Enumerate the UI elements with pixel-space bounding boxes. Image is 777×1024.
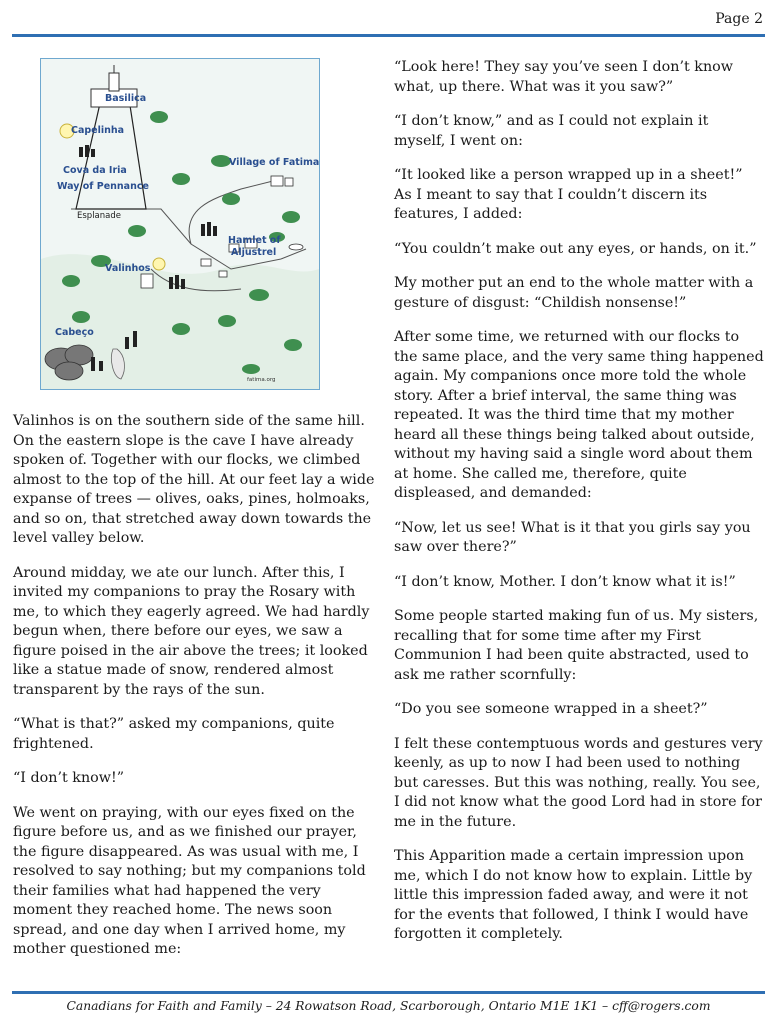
map-label-capelinha: Capelinha — [71, 125, 125, 136]
page-number: Page 2 — [715, 11, 763, 27]
paragraph: Around midday, we ate our lunch. After this, I invited my companions to pray the Rosary with me, to which they eagerly agreed. We had hardly begun when, there before our eyes, we saw a figure poised in the air above the trees; it looked like a statue made of snow, rendered almost transparent by the rays of the sun. — [13, 564, 370, 698]
footer-text: Canadians for Faith and Family – 24 Rowatson Road, Scarborough, Ontario M1E 1K1 – cff@rogers.com — [66, 999, 711, 1013]
map-drawing — [41, 59, 319, 389]
paragraph: “I don’t know,” and as I could not explain it myself, I went on: — [394, 113, 709, 149]
paragraph: Valinhos is on the southern side of the same hill. On the eastern slope is the cave I have already spoken of. Together with our flocks, we climbed almost to the top of the hill. At our feet lay a wide expanse of trees — olives, oaks, pines, holmoaks, and so on, that stretched away down towards the level valley below. — [13, 413, 375, 546]
map-label-valinhos: Valinhos — [105, 263, 151, 274]
map-label-hamlet-of: Hamlet of — [228, 235, 281, 246]
paragraph: This Apparition made a certain impression upon me, which I do not know how to explain. Little by little this impression faded away, and were it not for the events that followed, I think I would have forgotten it completely. — [394, 848, 753, 942]
paragraph: “I don’t know, Mother. I don’t know what it is!” — [394, 573, 736, 590]
paragraph: “Do you see someone wrapped in a sheet?” — [394, 701, 708, 717]
map-label-basilica: Basilica — [105, 93, 147, 104]
paragraph: “It looked like a person wrapped up in a sheet!” As I meant to say that I couldn’t discern its features, I added: — [394, 167, 743, 222]
paragraph: I felt these contemptuous words and gestures very keenly, as up to now I had been used to nothing but caresses. But this was nothing, really. You see, I did not know what the good Lord had in store for me in the future. — [394, 735, 763, 830]
map-label-aljustrel: Aljustrel — [231, 247, 277, 258]
left-column — [13, 412, 377, 975]
map-label-way-of-penance: Way of Pennance — [57, 181, 149, 192]
fatima-map — [40, 58, 320, 390]
paragraph: “I don’t know!” — [13, 770, 125, 786]
map-label-cova-da-iria: Cova da Iria — [63, 165, 127, 176]
map-label-cabeco: Cabeço — [55, 327, 94, 338]
paragraph: “You couldn’t make out any eyes, or hands, on it.” — [394, 240, 757, 257]
paragraph: “What is that?” asked my companions, quite frightened. — [13, 716, 335, 752]
paragraph: We went on praying, with our eyes fixed on the figure before us, and as we finished our prayer, the figure disappeared. As was usual with me, I resolved to say nothing; but my companions told their families what had happened the very moment they reached home. The news soon spread, and one day when I arrived home, my mother questioned me: — [13, 804, 366, 957]
paragraph: “Now, let us see! What is it that you girls say you saw over there?” — [394, 519, 751, 555]
header-rule — [12, 34, 765, 37]
map-credit: fatima.org — [247, 377, 276, 383]
paragraph: “Look here! They say you’ve seen I don’t know what, up there. What was it you saw?” — [394, 59, 734, 95]
map-label-esplanade: Esplanade — [77, 211, 121, 221]
paragraph: Some people started making fun of us. My sisters, recalling that for some time after my First Communion I had been quite abstracted, used to ask me rather scornfully: — [394, 608, 759, 683]
paragraph: My mother put an end to the whole matter with a gesture of disgust: “Childish nonsense!” — [394, 275, 754, 311]
footer-rule — [12, 991, 765, 994]
map-label-village-of-fatima: Village of Fatima — [229, 157, 320, 168]
paragraph: After some time, we returned with our flocks to the same place, and the very same thing happened again. My companions once more told the whole story. After a brief interval, the same thing was repeated. It was the third time that my mother heard all these things being talked about outside, without my having said a single word about them at home. She called me, therefore, quite displeased, and demanded: — [394, 329, 764, 501]
right-column — [394, 58, 764, 960]
